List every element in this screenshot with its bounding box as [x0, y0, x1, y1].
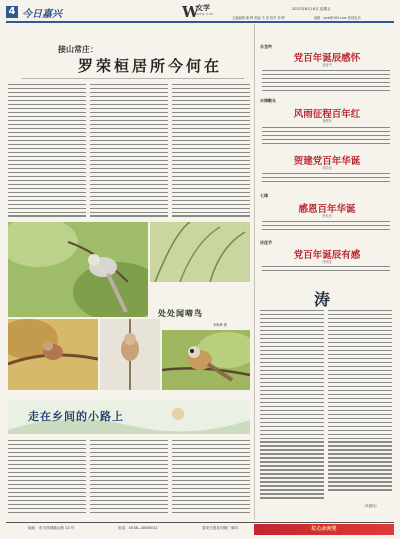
poem3-body: [262, 173, 390, 185]
photo-author: 李明峰 摄: [213, 323, 227, 327]
bird-photo-1: [8, 222, 148, 317]
paper-logo: 今日嘉兴: [22, 9, 62, 20]
article-body-col1: [8, 84, 86, 219]
title-underline: [22, 78, 244, 79]
article-body-col2: [90, 84, 168, 219]
poem4-label: 七律: [260, 193, 268, 198]
page-number-badge: 4: [6, 6, 18, 18]
header-rule: [6, 21, 394, 23]
photo-caption: 处处闻啼鸟: [158, 308, 203, 318]
editor-credits: 主编编辑 谢 晖 美编 韦 星 校对 李 晖: [232, 16, 285, 20]
poem1-label: 永龙吟: [260, 44, 272, 49]
bird-photo-3: [100, 319, 160, 390]
bird-photo-2: [8, 319, 98, 390]
secondary-body-col1: [8, 440, 86, 516]
column-divider: [254, 24, 255, 520]
poem1-author: 吴爱中: [322, 63, 332, 67]
secondary-body-col3: [172, 440, 250, 516]
poem3-author: 邓学良: [322, 166, 332, 170]
poem5-body: [262, 266, 390, 274]
prose-body-col2: [328, 310, 392, 493]
article-title: 罗荣桓居所今何在: [78, 57, 223, 75]
poem2-title: 风雨征程百年红: [293, 109, 361, 120]
poem5-label: 庆佳节: [260, 240, 272, 245]
article-body-col3: [172, 84, 250, 219]
footer-address: 地址：市平昌城镇山路 13 号: [28, 526, 75, 530]
bird-photo-collage: [8, 222, 250, 390]
secondary-title: 走在乡间的小路上: [28, 410, 124, 423]
footer-phone: 电话：0538—8506012: [118, 526, 158, 530]
poem3-title: 贺建党百年华诞: [293, 156, 361, 167]
footer-banner: 红心永向党: [254, 524, 394, 535]
bird-photo-4: [162, 330, 250, 390]
footer-printer: 泰安日报社印刷厂承印: [202, 526, 238, 530]
contact-email: 邮箱：jqrb@163.com 热线电话: [314, 16, 361, 20]
secondary-body-col2: [90, 440, 168, 516]
section-letter: W: [182, 3, 199, 21]
poem4-title: 感恩百年华诞: [298, 204, 356, 215]
section-pinyin: WEN XUE: [196, 12, 214, 16]
footer-rule: [6, 522, 394, 523]
poem4-author: 李长法: [322, 214, 332, 218]
prose-body-col1: [260, 310, 324, 501]
poem5-title: 党百年诞辰有感: [293, 250, 361, 261]
poem4-body: [262, 221, 390, 233]
poem2-author: 李照东: [322, 119, 332, 123]
prose-title: 涛: [314, 290, 331, 309]
poem1-title: 党百年诞辰感怀: [293, 53, 361, 64]
section-title: 文学: [196, 4, 210, 12]
poem2-label: 水调歌头: [260, 98, 276, 103]
poem5-author: 吕明宝: [322, 260, 332, 264]
poem1-body: [262, 70, 390, 94]
article-kicker: 接山常庄：: [58, 45, 98, 54]
grass-photo: [150, 222, 250, 282]
poem2-body: [262, 127, 390, 147]
prose-signature: （朱振伟）: [362, 504, 379, 508]
issue-date: 2021年6月18日 星期五: [292, 7, 331, 11]
